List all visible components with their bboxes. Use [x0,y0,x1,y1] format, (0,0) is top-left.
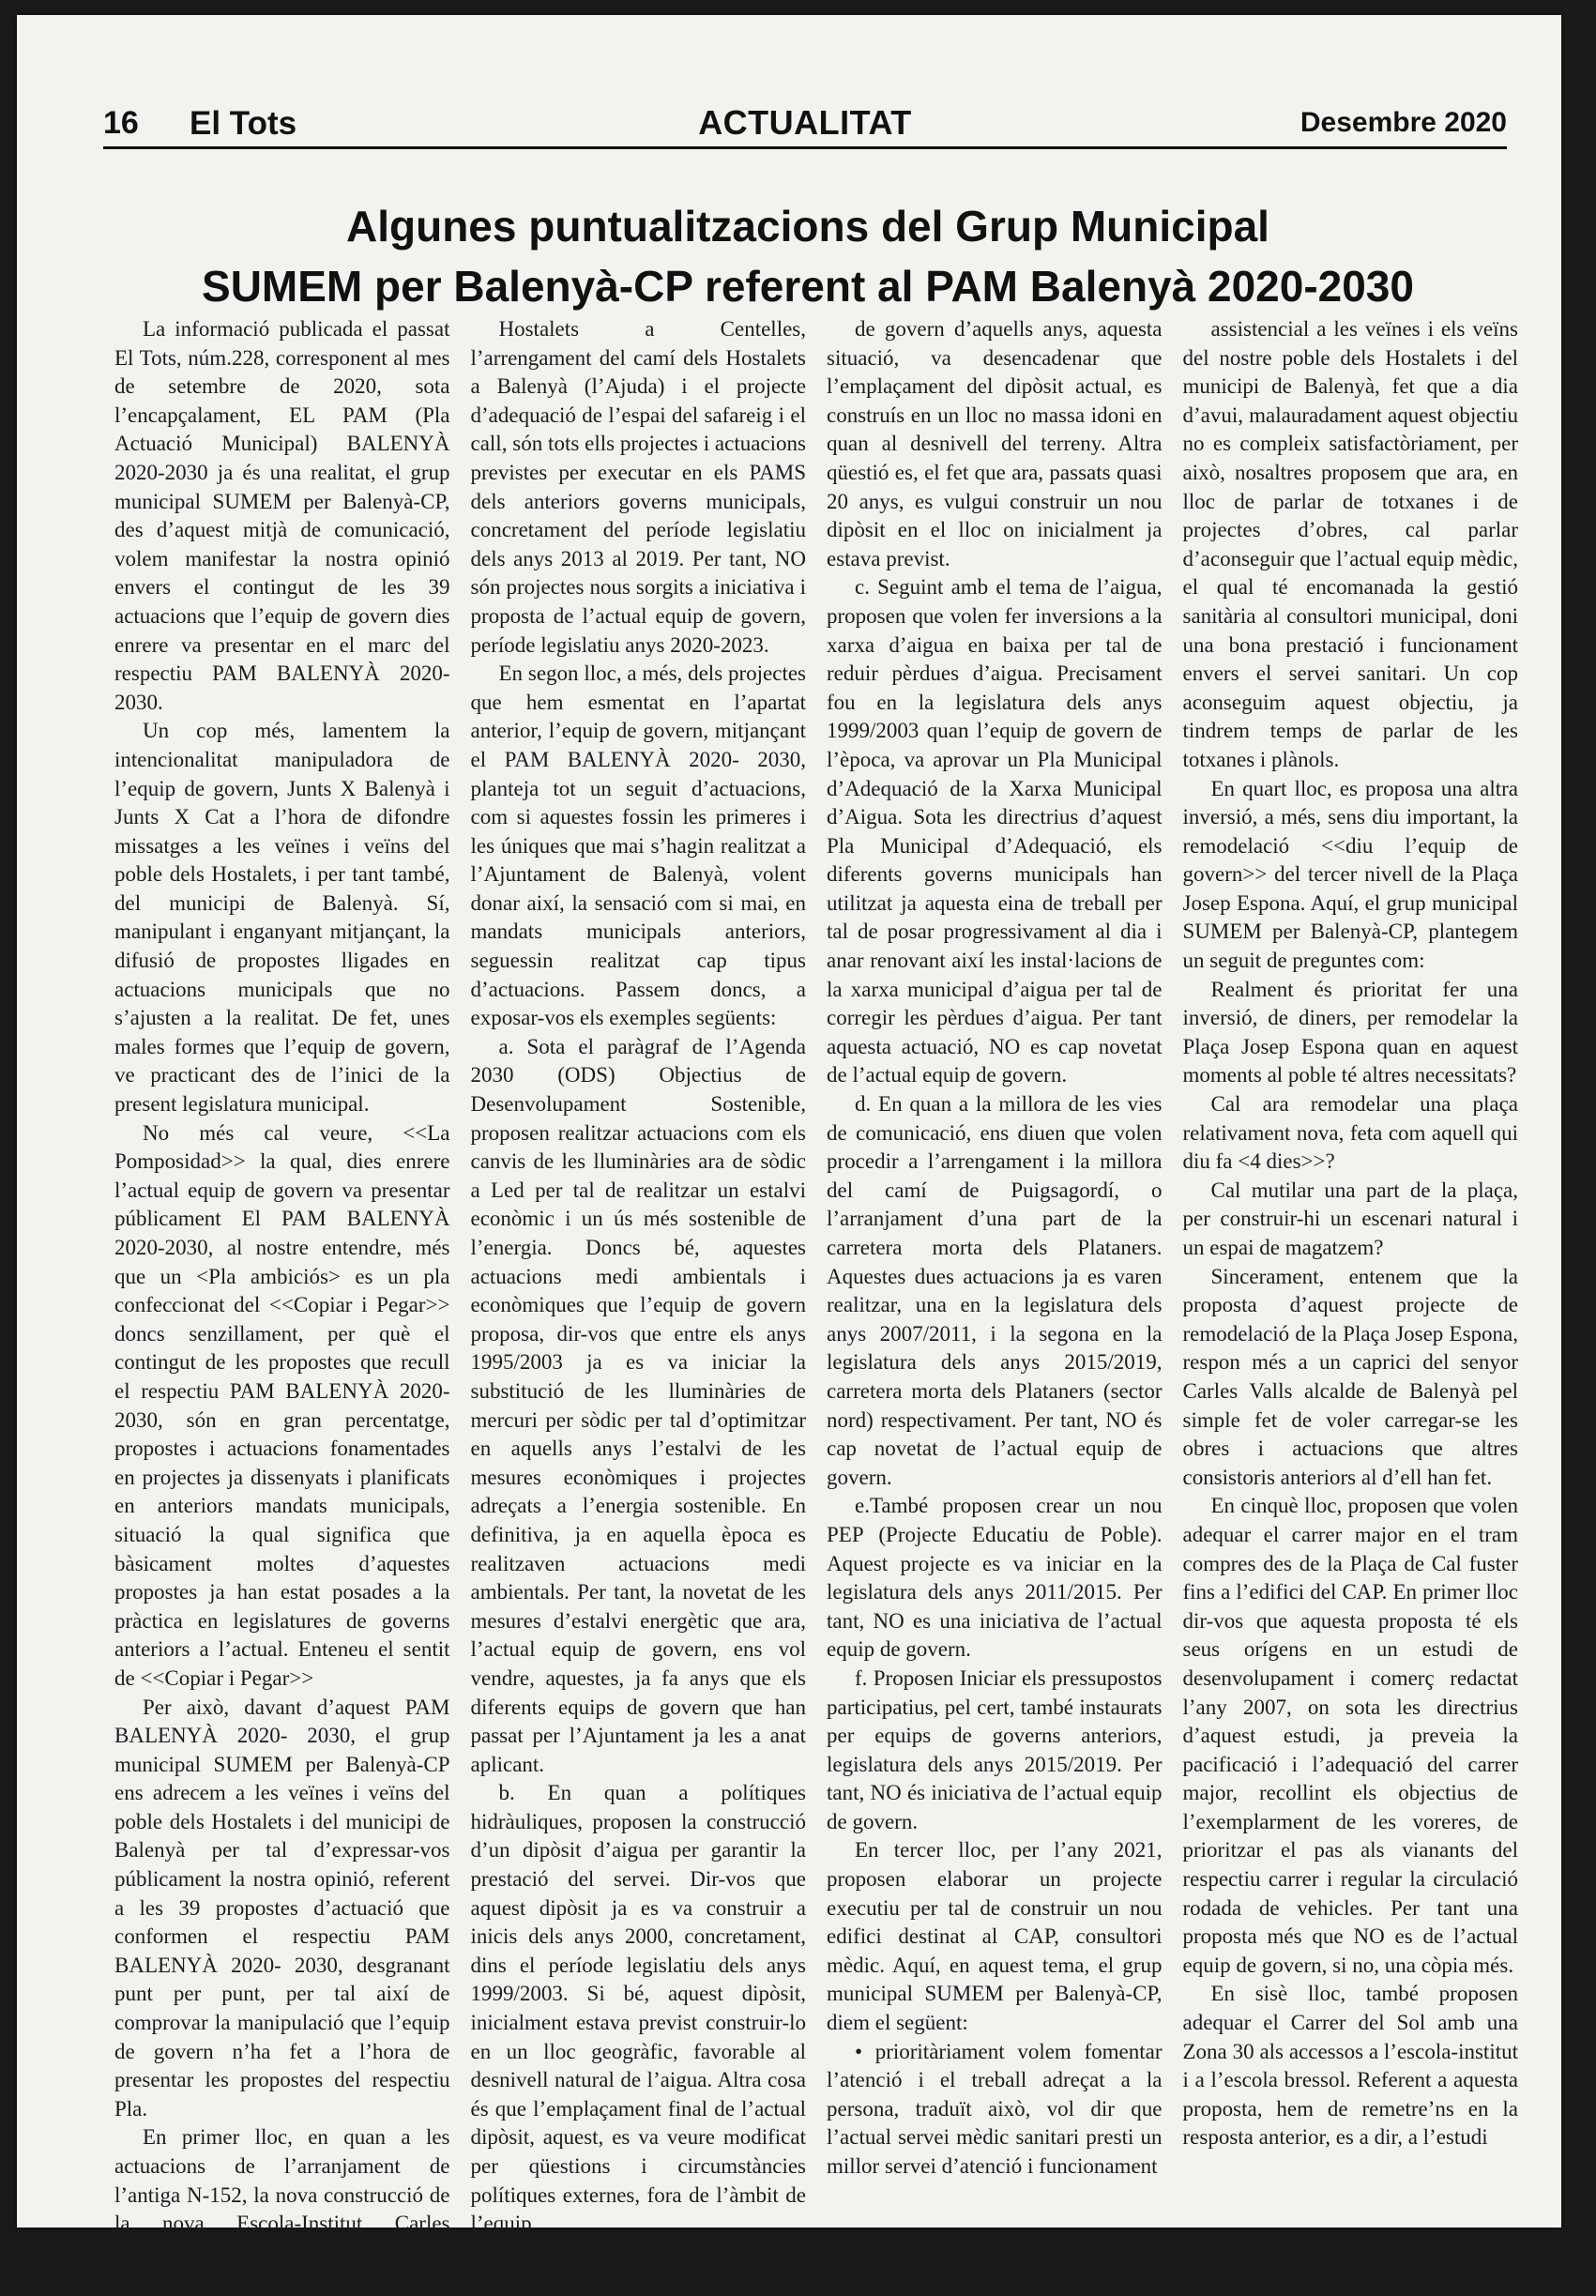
paragraph: Sincerament, entenem que la proposta d’aquest projecte de remodelació de la Plaça Josep Espona, respon més a un caprici del senyor Carles Valls alcalde de Balenyà pel simple fet de voler carregar-se les obres i actuacions que altres consistoris anteriors al d’ell han fet. [1182,1264,1518,1489]
paragraph: En tercer lloc, per l’any 2021, proposen elaborar un projecte executiu per tal de construir un nou edifici destinat al CAP, consultori mèdic. Aquí, en aquest tema, el grup municipal SUMEM per Balenyà-CP, diem el següent: [827,1838,1163,2035]
newspaper-page [17,15,1561,2293]
text-column-1 [114,315,450,2296]
paragraph: d. En quan a la millora de les vies de comunicació, ens diuen que volen procedir a l’arrengament i la millora del camí de Puigsagordí, o l’arranjament d’una part de la carretera morta dels Plataners. Aquestes dues actuacions ja es varen realitzar, una en la legislatura dels anys 2007/2011, i la segona en la legislatura dels anys 2015/2019, carretera morta dels Plataners (sector nord) respectivament. Per tant, NO és cap novetat de l’actual equip de govern. [827,1092,1163,1489]
paragraph: Un cop més, lamentem la intencionalitat manipuladora de l’equip de govern, Junts X Balenyà i Junts X Cat a l’hora de difondre missatges a les veïnes i veïns del poble dels Hostalets, i per tant també, del municipi de Balenyà. Sí, manipulant i enganyant mitjançant, la difusió de propostes lligades en actuacions municipals que no s’ajusten a la realitat. De fet, unes males formes que l’equip de govern, ve practicant des de l’inici de la present legislatura municipal. [114,719,450,1117]
text-column-4 [1183,315,1519,2296]
headline-line-2: SUMEM per Balenyà-CP referent al PAM Balenyà 2020-2030 [202,261,1414,311]
paragraph: No més cal veure, <<La Pomposidad>> la qual, dies enrere l’actual equip de govern va presentar públicament El PAM BALENYÀ 2020-2030, al nostre entendre, més que un <Pla ambiciós> es un pla confeccionat del <<Copiar i Pegar>> doncs senzillament, per què el contingut de les propostes que recull el respectiu PAM BALENYÀ 2020-2030, són en gran percentatge, propostes i actuacions fonamentades en projectes ja dissenyats i planificats en anteriors mandats municipals, situació la qual significa que bàsicament moltes d’aquestes propostes ja han estat posades a la pràctica en legislatures de governs anteriors a l’actual. Enteneu el sentit de <<Copiar i Pegar>> [114,1120,450,1690]
paragraph: En segon lloc, a més, dels projectes que hem esmentat en l’apartat anterior, l’equip de govern, mitjançant el PAM BALENYÀ 2020- 2030, planteja tot un seguit d’actuacions, com si aquestes fossin les primeres i les úniques que mai s’hagin realitzat a l’Ajuntament de Balenyà, volent donar així, la sensació com si mai, en mandats municipals anteriors, seguessin realitzat cap tipus d’actuacions. Passem doncs, a exposar-vos els exemples següents: [470,661,806,1030]
article-body [114,315,1518,2293]
paragraph: e.També proposen crear un nou PEP (Projecte Educatiu de Poble). Aquest projecte es va iniciar en la legislatura dels anys 2011/2015. Per tant, NO es una iniciativa de l’actual equip de govern. [827,1494,1163,1662]
paragraph: • prioritàriament volem fomentar l’atenció i el treball adreçat a la persona, traduït això, vol dir que l’actual servei mèdic sanitari presti un millor servei d’atenció i funcionament [827,2039,1163,2178]
paragraph: En quart lloc, es proposa una altra inversió, a més, sens diu important, la remodelació <<diu l’equip de govern>> del tercer nivell de la Plaça Josep Espona. Aquí, el grup municipal SUMEM per Balenyà-CP, plantegem un seguit de preguntes com: [1182,776,1518,973]
headline-line-1: Algunes puntualitzacions del Grup Municipal [346,201,1269,251]
paragraph: b. En quan a polítiques hidràuliques, proposen la construcció d’un dipòsit d’aigua per garantir la prestació del servei. Dir-vos que aquest dipòsit ja es va construir a inicis dels anys 2000, concretament, dins el període legislatiu dels anys 1999/2003. Si bé, aquest dipòsit, inicialment estava previst construir-lo en un lloc geogràfic, favorable al desnivell natural de l’aigua. Altra cosa és que l’emplaçament final de l’actual dipòsit, aquest, es va veure modificat per qüestions i circumstàncies polítiques externes, fora de l’àmbit de l’equip [470,1781,806,2236]
paragraph: f. Proposen Iniciar els pressupostos participatius, pel cert, també instaurats per equips de governs anteriors, legislatura dels anys 2015/2019. Per tant, NO és iniciativa de l’actual equip de govern. [827,1665,1163,1833]
paragraph: c. Seguint amb el tema de l’aigua, proposen que volen fer inversions a la xarxa d’aigua en baixa per tal de reduir pèrdues d’aigua. Precisament fou en la legislatura dels anys 1999/2003 quan l’equip de govern de l’època, va aprovar un Pla Municipal d’Adequació de la Xarxa Municipal d’Aigua. Sota les directrius d’aquest Pla Municipal d’Adequació, els diferents governs municipals han utilitzat ja aquesta eina de treball per tal de posar progressivament al dia i anar renovant així les instal·lacions de la xarxa municipal d’aigua per tal de corregir les pèrdues d’aigua. Per tant aquesta actuació, NO es cap novetat de l’actual equip de govern. [827,575,1163,1087]
page-number: 16 [103,105,139,141]
paragraph: Cal mutilar una part de la plaça, per construir-hi un escenari natural i un espai de magatzem? [1182,1178,1518,1259]
paragraph: Cal ara remodelar una plaça relativament nova, feta com aquell qui diu fa <4 dies>>? [1182,1092,1518,1174]
text-column-2 [471,315,807,2296]
paragraph: En cinquè lloc, proposen que volen adequar el carrer major en el tram compres des de la Plaça de Cal fuster fins a l’edifici del CAP. En primer lloc dir-vos que aquesta proposta té els seus orígens en un estudi de desenvolupament i comerç redactat l’any 2007, on sota les directrius d’aquest estudi, ja preveia la pacificació i l’adequació del carrer major, recollint els objectius de l’exemplarment de les voreres, de prioritzar el pas als vianants del respectiu carrer i regular la circulació rodada de vehicles. Per tant una proposta més que NO es de l’actual equip de govern, si no, una còpia més. [1182,1494,1518,1977]
publication-name: El Tots [190,105,297,142]
issue-date: Desembre 2020 [1300,107,1507,138]
paragraph: de govern d’aquells anys, aquesta situació, va desencadenar que l’emplaçament del dipòsit actual, es construís en un lloc no massa idoni en quan al desnivell del terreny. Altra qüestió es, el fet que ara, passats quasi 20 anys, es vulgui construir un nou dipòsit en el lloc on inicialment ja estava previst. [827,317,1163,570]
paragraph: Per això, davant d’aquest PAM BALENYÀ 2020- 2030, el grup municipal SUMEM per Balenyà-CP ens adrecem a les veïnes i veïns del poble dels Hostalets i del municipi de Balenyà per tal d’expressar-vos públicament la nostra opinió, referent a les 39 propostes d’actuació que conformen el respectiu PAM BALENYÀ 2020- 2030, desgranant punt per punt, per tal així de comprovar la manipulació que l’equip de govern n’ha fet a l’hora de presentar les propostes del respectiu Pla. [114,1695,450,2121]
article-headline [92,196,1524,316]
paragraph: assistencial a les veïnes i els veïns del nostre poble dels Hostalets i del municipi de Balenyà, fet que a dia d’avui, malauradament aquest objectiu no es compleix satisfactòriament, per això, nosaltres proposem que ara, en lloc de parlar de totxanes i de projectes d’obres, cal parlar d’aconseguir que l’actual equip mèdic, el qual té encomanada la gestió sanitària al consultori municipal, doni una bona prestació i funcionament envers el servei sanitari. Un cop aconseguim aquest objectiu, ja tindrem temps de parlar de les totxanes i plànols. [1182,317,1518,771]
paragraph: En primer lloc, en quan a les actuacions de l’arranjament de l’antiga N-152, la nova construcció de la nova Escola-Institut Carles Capdevila, l’adequació del camí lateral dels [114,2125,450,2293]
paragraph: En sisè lloc, també proposen adequar el Carrer del Sol amb una Zona 30 als accessos a l’escola-institut i a l’escola bressol. Referent a aquesta proposta, hem de remetre’ns en la resposta anterior, es a dir, a l’estudi [1182,1982,1518,2150]
paragraph: a. Sota el paràgraf de l’Agenda 2030 (ODS) Objectius de Desenvolupament Sostenible, proposen realitzar actuacions com els canvis de les lluminàries ara de sòdic a Led per tal de realitzar un estalvi econòmic i un ús més sostenible de l’energia. Doncs bé, aquestes actuacions medi ambientals i econòmiques que l’equip de govern proposa, dir-vos que entre els anys 1995/2003 ja es va iniciar la substitució de les lluminàries de mercuri per sòdic per tal d’optimitzar en aquells anys l’estalvi de les mesures econòmiques i projectes adreçats a l’energia sostenible. En definitiva, ja en aquella època es realitzaven actuacions medi ambientals. Per tant, la novetat de les mesures d’estalvi energètic que ara, l’actual equip de govern, ens vol vendre, aquestes, ja fa anys que els diferents equips de govern que han passat per l’Ajuntament ja les a anat aplicant. [470,1034,806,1776]
paragraph: Hostalets a Centelles, l’arrengament del camí dels Hostalets a Balenyà (l’Ajuda) i el projecte d’adequació de l’espai del safareig i el call, són tots ells projectes i actuacions previstes per executar en els PAMS dels anteriors governs municipals, concretament del període legislatiu dels anys 2013 al 2019. Per tant, NO són projectes nous sorgits a iniciativa i proposta de l’actual equip de govern, període legislatiu anys 2020-2023. [470,317,806,657]
page-header [103,90,1507,149]
paragraph: Realment és prioritat fer una inversió, de diners, per remodelar la Plaça Josep Espona quan en aquest moments al poble té altres necessitats? [1182,977,1518,1087]
section-title: ACTUALITAT [698,103,912,142]
paragraph: La informació publicada el passat El Tots, núm.228, corresponent al mes de setembre de 2020, sota l’encapçalament, EL PAM (Pla Actuació Municipal) BALENYÀ 2020-2030 ja és una realitat, el grup municipal SUMEM per Balenyà-CP, des d’aquest mitjà de comunicació, volem manifestar la nostra opinió envers el contingut de les 39 actuacions que l’equip de govern dies enrere va presentar en el marc del respectiu PAM BALENYÀ 2020-2030. [114,317,450,714]
text-column-3 [827,315,1163,2296]
